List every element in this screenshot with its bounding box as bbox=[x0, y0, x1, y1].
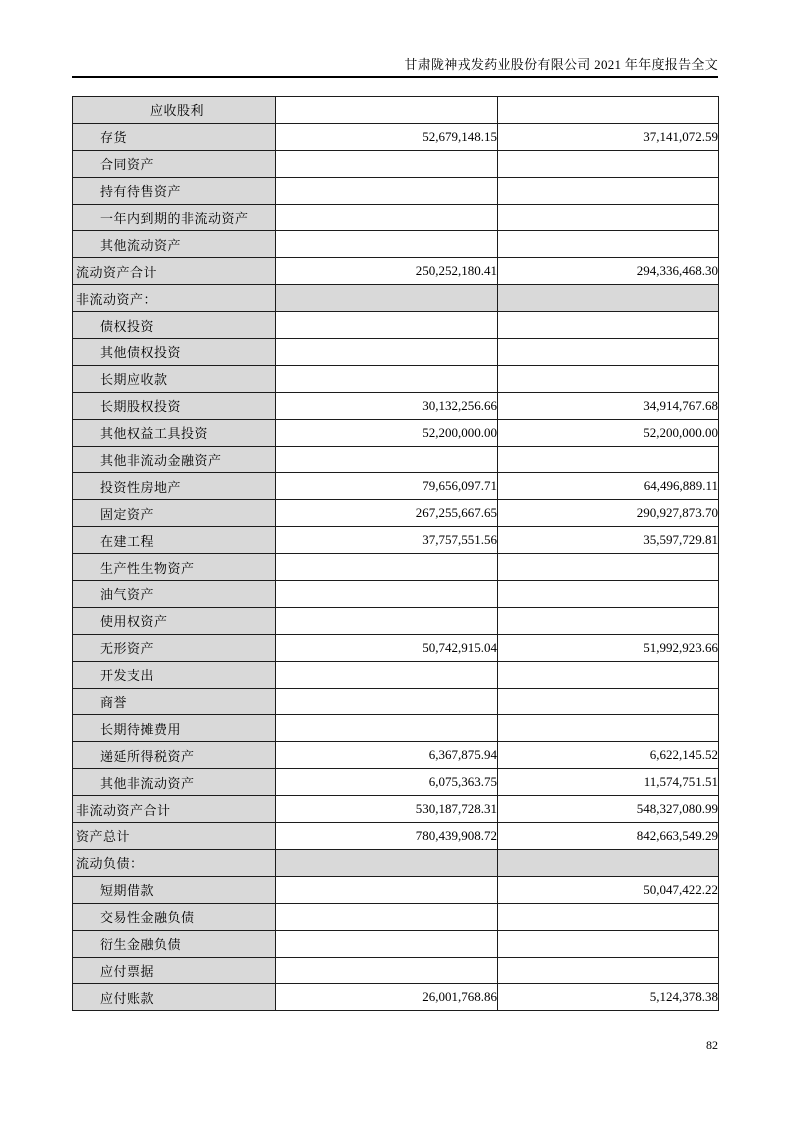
table-row bbox=[73, 285, 719, 312]
row-label: 合同资产 bbox=[73, 150, 276, 177]
current-period-value bbox=[276, 876, 498, 903]
table-row bbox=[73, 365, 719, 392]
prior-period-value bbox=[498, 285, 719, 312]
prior-period-value: 35,597,729.81 bbox=[498, 527, 719, 554]
row-label: 其他债权投资 bbox=[73, 339, 276, 366]
row-label: 长期股权投资 bbox=[73, 392, 276, 419]
prior-period-value: 50,047,422.22 bbox=[498, 876, 719, 903]
table-row bbox=[73, 930, 719, 957]
current-period-value: 79,656,097.71 bbox=[276, 473, 498, 500]
row-label: 非流动资产： bbox=[73, 285, 276, 312]
table-row bbox=[73, 688, 719, 715]
current-period-value bbox=[276, 849, 498, 876]
prior-period-value bbox=[498, 231, 719, 258]
row-label: 短期借款 bbox=[73, 876, 276, 903]
prior-period-value bbox=[498, 97, 719, 124]
current-period-value bbox=[276, 339, 498, 366]
prior-period-value bbox=[498, 715, 719, 742]
current-period-value: 250,252,180.41 bbox=[276, 258, 498, 285]
table-row bbox=[73, 903, 719, 930]
current-period-value bbox=[276, 661, 498, 688]
current-period-value bbox=[276, 607, 498, 634]
row-label: 非流动资产合计 bbox=[73, 796, 276, 823]
table-row bbox=[73, 769, 719, 796]
row-label: 应付票据 bbox=[73, 957, 276, 984]
row-label: 一年内到期的非流动资产 bbox=[73, 204, 276, 231]
table-row bbox=[73, 634, 719, 661]
table-row bbox=[73, 823, 719, 850]
table-row bbox=[73, 984, 719, 1011]
table-row bbox=[73, 500, 719, 527]
row-label: 商誉 bbox=[73, 688, 276, 715]
prior-period-value: 11,574,751.51 bbox=[498, 769, 719, 796]
row-label: 油气资产 bbox=[73, 581, 276, 608]
current-period-value bbox=[276, 150, 498, 177]
prior-period-value: 52,200,000.00 bbox=[498, 419, 719, 446]
row-label: 其他流动资产 bbox=[73, 231, 276, 258]
prior-period-value bbox=[498, 930, 719, 957]
table-row bbox=[73, 339, 719, 366]
current-period-value bbox=[276, 177, 498, 204]
table-row bbox=[73, 150, 719, 177]
row-label: 流动资产合计 bbox=[73, 258, 276, 285]
current-period-value bbox=[276, 231, 498, 258]
current-period-value bbox=[276, 97, 498, 124]
row-label: 递延所得税资产 bbox=[73, 742, 276, 769]
row-label: 应收股利 bbox=[73, 97, 276, 124]
report-title: 甘肃陇神戎发药业股份有限公司 2021 年年度报告全文 bbox=[404, 57, 718, 72]
prior-period-value bbox=[498, 581, 719, 608]
row-label: 交易性金融负债 bbox=[73, 903, 276, 930]
prior-period-value bbox=[498, 312, 719, 339]
table-row bbox=[73, 527, 719, 554]
row-label: 长期待摊费用 bbox=[73, 715, 276, 742]
current-period-value: 52,679,148.15 bbox=[276, 123, 498, 150]
row-label: 固定资产 bbox=[73, 500, 276, 527]
current-period-value: 30,132,256.66 bbox=[276, 392, 498, 419]
current-period-value bbox=[276, 365, 498, 392]
table-row bbox=[73, 849, 719, 876]
row-label: 持有待售资产 bbox=[73, 177, 276, 204]
prior-period-value: 64,496,889.11 bbox=[498, 473, 719, 500]
prior-period-value bbox=[498, 661, 719, 688]
current-period-value bbox=[276, 554, 498, 581]
prior-period-value bbox=[498, 446, 719, 473]
prior-period-value bbox=[498, 177, 719, 204]
prior-period-value bbox=[498, 957, 719, 984]
table-row bbox=[73, 419, 719, 446]
current-period-value: 6,367,875.94 bbox=[276, 742, 498, 769]
prior-period-value: 5,124,378.38 bbox=[498, 984, 719, 1011]
row-label: 无形资产 bbox=[73, 634, 276, 661]
table-row bbox=[73, 742, 719, 769]
current-period-value: 52,200,000.00 bbox=[276, 419, 498, 446]
current-period-value: 37,757,551.56 bbox=[276, 527, 498, 554]
table-row bbox=[73, 581, 719, 608]
prior-period-value bbox=[498, 903, 719, 930]
table-row bbox=[73, 957, 719, 984]
prior-period-value bbox=[498, 150, 719, 177]
table-row bbox=[73, 715, 719, 742]
row-label: 其他非流动资产 bbox=[73, 769, 276, 796]
table-row bbox=[73, 607, 719, 634]
table-row bbox=[73, 204, 719, 231]
table-row bbox=[73, 661, 719, 688]
row-label: 使用权资产 bbox=[73, 607, 276, 634]
table-row bbox=[73, 473, 719, 500]
current-period-value bbox=[276, 688, 498, 715]
prior-period-value bbox=[498, 554, 719, 581]
table-row bbox=[73, 231, 719, 258]
row-label: 在建工程 bbox=[73, 527, 276, 554]
table-row bbox=[73, 446, 719, 473]
balance-sheet-table bbox=[72, 96, 719, 1011]
current-period-value bbox=[276, 285, 498, 312]
prior-period-value: 294,336,468.30 bbox=[498, 258, 719, 285]
row-label: 投资性房地产 bbox=[73, 473, 276, 500]
prior-period-value bbox=[498, 849, 719, 876]
prior-period-value: 6,622,145.52 bbox=[498, 742, 719, 769]
table-row bbox=[73, 554, 719, 581]
table-row bbox=[73, 97, 719, 124]
current-period-value: 50,742,915.04 bbox=[276, 634, 498, 661]
current-period-value bbox=[276, 312, 498, 339]
prior-period-value bbox=[498, 688, 719, 715]
current-period-value bbox=[276, 446, 498, 473]
current-period-value bbox=[276, 715, 498, 742]
current-period-value: 530,187,728.31 bbox=[276, 796, 498, 823]
prior-period-value: 51,992,923.66 bbox=[498, 634, 719, 661]
row-label: 资产总计 bbox=[73, 823, 276, 850]
table-row bbox=[73, 177, 719, 204]
row-label: 衍生金融负债 bbox=[73, 930, 276, 957]
current-period-value bbox=[276, 957, 498, 984]
prior-period-value bbox=[498, 204, 719, 231]
current-period-value: 780,439,908.72 bbox=[276, 823, 498, 850]
row-label: 债权投资 bbox=[73, 312, 276, 339]
prior-period-value bbox=[498, 607, 719, 634]
table-row bbox=[73, 123, 719, 150]
balance-sheet-body bbox=[73, 97, 719, 1011]
current-period-value bbox=[276, 581, 498, 608]
prior-period-value bbox=[498, 339, 719, 366]
table-row bbox=[73, 796, 719, 823]
row-label: 其他权益工具投资 bbox=[73, 419, 276, 446]
table-row bbox=[73, 876, 719, 903]
row-label: 流动负债： bbox=[73, 849, 276, 876]
page-number: 82 bbox=[706, 1038, 718, 1052]
current-period-value: 26,001,768.86 bbox=[276, 984, 498, 1011]
table-row bbox=[73, 392, 719, 419]
table-row bbox=[73, 312, 719, 339]
current-period-value: 6,075,363.75 bbox=[276, 769, 498, 796]
row-label: 应付账款 bbox=[73, 984, 276, 1011]
prior-period-value: 548,327,080.99 bbox=[498, 796, 719, 823]
row-label: 开发支出 bbox=[73, 661, 276, 688]
row-label: 存货 bbox=[73, 123, 276, 150]
current-period-value bbox=[276, 930, 498, 957]
current-period-value bbox=[276, 903, 498, 930]
current-period-value bbox=[276, 204, 498, 231]
prior-period-value: 290,927,873.70 bbox=[498, 500, 719, 527]
row-label: 长期应收款 bbox=[73, 365, 276, 392]
prior-period-value: 37,141,072.59 bbox=[498, 123, 719, 150]
header-rule bbox=[72, 76, 718, 78]
page-header bbox=[72, 54, 718, 73]
prior-period-value: 842,663,549.29 bbox=[498, 823, 719, 850]
prior-period-value bbox=[498, 365, 719, 392]
row-label: 生产性生物资产 bbox=[73, 554, 276, 581]
table-row bbox=[73, 258, 719, 285]
prior-period-value: 34,914,767.68 bbox=[498, 392, 719, 419]
current-period-value: 267,255,667.65 bbox=[276, 500, 498, 527]
row-label: 其他非流动金融资产 bbox=[73, 446, 276, 473]
